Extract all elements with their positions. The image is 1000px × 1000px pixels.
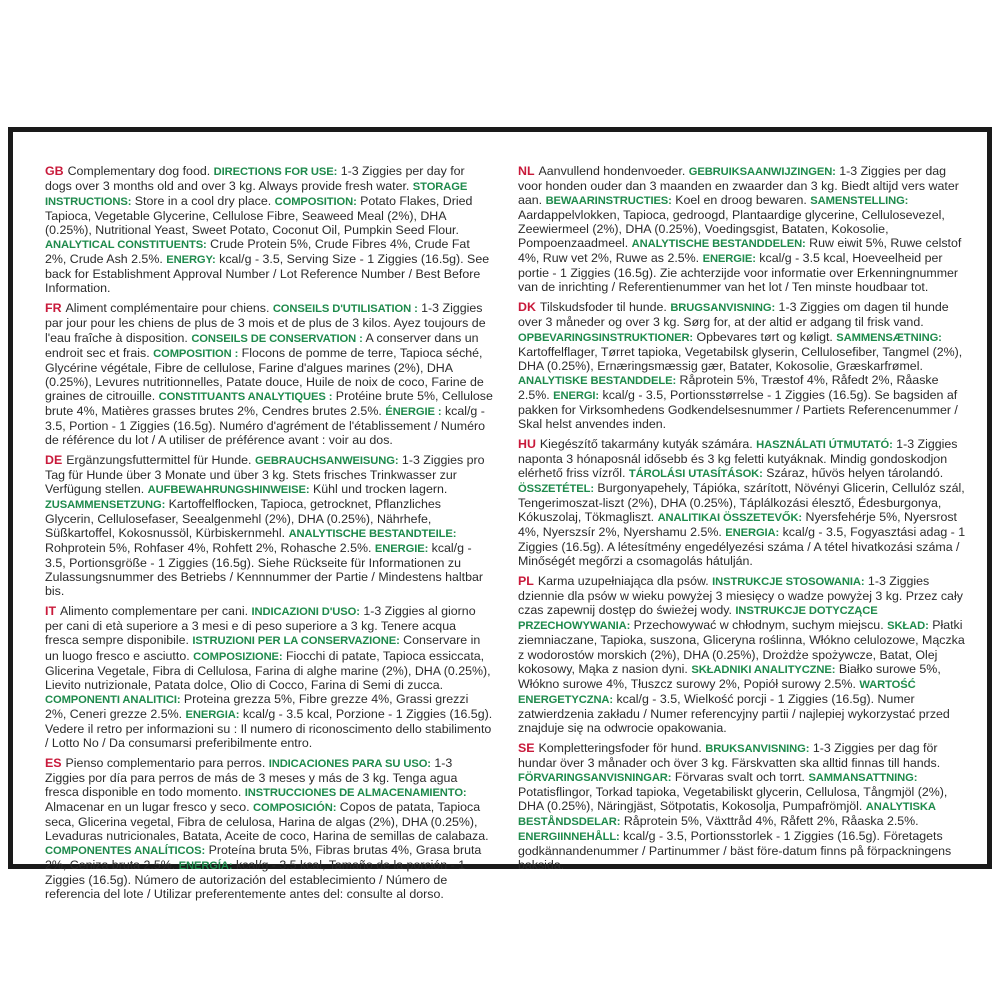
section-heading: ANALYTICAL CONSTITUENTS: [45, 239, 207, 252]
section-heading: ANALYTISCHE BESTANDDELEN: [631, 238, 806, 251]
language-code: DK [518, 300, 536, 315]
body-text: Aliment complémentaire pour chiens. [65, 301, 273, 316]
section-heading: SKŁAD: [887, 620, 929, 633]
body-text: Kompletteringsfoder för hund. [538, 740, 706, 755]
section-heading: CONSTITUANTS ANALYTIQUES : [158, 390, 333, 403]
section-heading: ANALYTISKA BESTÅNDSDELAR: [518, 800, 936, 829]
section-heading: ÖSSZETÉTEL: [518, 482, 594, 495]
lang-block-dk [518, 300, 966, 430]
section-heading: GEBRAUCHSANWEISUNG: [254, 454, 399, 467]
section-heading: ENERGY: [166, 254, 216, 267]
body-text: kcal/g - 3.5, Fogyasztási adag - 1 Ziggies (16.5g). A létesítmény engedélyezési száma / A tétel hivatkozási száma / Minőségét megőrzi a csomagolás hátulján. [518, 525, 966, 569]
language-code: FR [45, 301, 62, 316]
language-code: DE [45, 452, 63, 467]
language-code: SE [518, 740, 535, 755]
body-text: Potatisflingor, Torkad tapioka, Vegetabiliskt glycerin, Cellulosa, Tångmjöl (2%), DHA (0.25%), Näringjäst, Sötpotatis, Kokosolja, Pumpafrömjöl. [518, 784, 948, 813]
lang-block-nl [518, 164, 966, 294]
section-heading: INSTRUKCJE STOSOWANIA: [712, 576, 865, 589]
lang-block-es [45, 756, 493, 901]
body-text: Burgonyapehely, Tápióka, szárított, Növényi Glicerin, Cellulóz szál, Tengerimoszat-liszt (2%), DHA (0.25%), Táplálkozási élesztő, Édesburgonya, Kókuszolaj, Tökmagliszt. [518, 480, 965, 525]
section-heading: ANALYTISKE BESTANDDELE: [518, 374, 677, 387]
language-code: IT [45, 604, 57, 619]
section-heading: ZUSAMMENSETZUNG: [45, 499, 166, 512]
section-heading: FÖRVARINGSANVISNINGAR: [518, 771, 672, 784]
section-heading: GEBRUIKSAANWIJZINGEN: [688, 166, 836, 178]
section-heading: INSTRUKCJE DOTYCZĄCE PRZECHOWYWANIA: [518, 605, 878, 633]
lang-block-hu [518, 437, 966, 568]
body-text: Rohprotein 5%, Rohfaser 4%, Rohfett 2%, Rohasche 2.5%. [45, 541, 375, 556]
body-text: Store in a cool dry place. [131, 194, 275, 209]
section-heading: ÉNERGIE : [385, 405, 442, 418]
body-text: Proteina grezza 5%, Fibre grezze 4%, Grassi grezzi 2%, Ceneri grezze 2.5%. [45, 691, 469, 721]
body-text: Almacenar en un lugar fresco y seco. [45, 799, 253, 814]
section-heading: COMPOSITION : [153, 347, 239, 360]
section-heading: AUFBEWAHRUNGSHINWEISE: [147, 483, 310, 496]
lang-block-pl [518, 574, 966, 735]
body-text: 1-3 Ziggies dziennie dla psów w wieku powyżej 3 miesięcy o wadze powyżej 3 kg. Przez cały czas zapewnij dostęp do świeżej wody. [518, 574, 963, 618]
body-text: kcal/g - 3.5, Portionsstorlek - 1 Ziggies (16.5g). Företagets godkännandenummer / Partinummer / bäst före-datum finns på förpackningens baksida. [518, 829, 952, 873]
section-heading: SAMMANSATTNING: [808, 771, 918, 784]
section-heading: BRUGSANVISNING: [670, 302, 776, 315]
body-text: Przechowywać w chłodnym, suchym miejscu. [630, 618, 888, 633]
section-heading: INSTRUCCIONES DE ALMACENAMIENTO: [244, 786, 467, 799]
body-text: Proteína bruta 5%, Fibras brutas 4%, Grasa bruta 2%, Ceniza bruta 2.5%. [45, 843, 482, 873]
body-text: A conserver dans un endroit sec et frais. [45, 330, 479, 360]
body-text: 1-3 Ziggies par jour pour les chiens de plus de 3 mois et de plus de 3 kilos. Ayez toujours de l'eau fraîche à disposition. [45, 301, 486, 345]
section-heading: COMPOSICIÓN: [253, 801, 337, 814]
language-code: PL [518, 574, 534, 589]
section-heading: ENERGIA: [185, 708, 240, 721]
section-heading: ANALITIKAI ÖSSZETEVŐK: [657, 512, 803, 525]
body-text: Complementary dog food. [67, 164, 214, 178]
section-heading: ANALYTISCHE BESTANDTEILE: [288, 528, 457, 541]
body-text: Koel en droog bewaren. [671, 193, 811, 208]
language-code: NL [518, 164, 535, 178]
body-text: kcal/g - 3.5 kcal, Tamaño de la porción - 1 Ziggies (16.5g). Número de autorización del establecimiento / Número de referencia del lote / Utilizar preferentemente antes del: consulte al dorso. [45, 858, 466, 902]
body-text: kcal/g - 3.5, Portion - 1 Ziggies (16.5g). Numéro d'agrément de l'établissement / Numéro de référence du lot / A utiliser de préférence avant : voir au dos. [45, 403, 485, 447]
body-text: Potato Flakes, Dried Tapioca, Vegetable Glycerine, Cellulose Fibre, Seaweed Meal (2%), DHA (0.25%), Nutritional Yeast, Sweet Potato, Coconut Oil, Pumpkin Seed Flour. [45, 194, 473, 238]
section-heading: BRUKSANVISNING: [705, 742, 810, 755]
body-text: Kartoffelflocken, Tapioca, getrocknet, Pflanzliches Glycerin, Cellulosefaser, Seealgenmehl (2%), DHA (0.25%), Nährhefe, Süßkartoffel, Kokosnussöl, Kürbiskernmehl. [45, 497, 441, 541]
section-heading: COMPOSIZIONE: [193, 650, 283, 663]
body-text: Száraz, hűvös helyen tárolandó. [762, 465, 944, 480]
body-text: Kühl und trocken lagern. [309, 481, 448, 496]
body-text: Förvaras svalt och torrt. [671, 769, 809, 784]
section-heading: SAMMENSÆTNING: [836, 331, 942, 344]
section-heading: WARTOŚĆ ENERGETYCZNA: [518, 678, 916, 706]
right-column [518, 164, 966, 878]
section-heading: SKŁADNIKI ANALITYCZNE: [691, 663, 836, 676]
lang-block-se [518, 741, 966, 872]
body-text: Karma uzupełniająca dla psów. [537, 574, 713, 589]
body-text: Fiocchi di patate, Tapioca essiccata, Glicerina Vegetale, Fibra di Cellulosa, Farina di alghe marine (2%), DHA (0.25%), Lievito nutrizionale, Patata dolce, Olio di Cocco, Farina di Semi di zucca. [45, 648, 491, 692]
body-text: kcal/g - 3.5 kcal, Porzione - 1 Ziggies (16.5g). Vedere il retro per informazioni su : Il numero di riconoscimento dello stabilimento / Lotto No / Da consumarsi preferibilmente entro. [45, 706, 493, 750]
section-heading: HASZNÁLATI ÚTMUTATÓ: [756, 438, 893, 451]
section-heading: ISTRUZIONI PER LA CONSERVAZIONE: [192, 635, 400, 648]
section-heading: SAMENSTELLING: [810, 195, 909, 208]
body-text: Tilskudsfoder til hunde. [539, 300, 671, 315]
body-text: 1-3 Ziggies pro Tag für Hunde über 3 Monate und über 3 kg. Stets frisches Trinkwasser zur Verfügung stellen. [45, 452, 485, 496]
body-text: 1-3 Ziggies per day for dogs over 3 months old and over 3 kg. Always provide fresh water. [45, 164, 465, 194]
body-text: Flocons de pomme de terre, Tapioca séché, Glycérine végétale, Fibre de cellulose, Farine d'algues marines (2%), DHA (0.25%), Levures nutritionnelles, Patate douce, Huile de noix de coco, Farine de graines de citrouille. [45, 345, 484, 403]
section-heading: COMPONENTES ANALÍTICOS: [45, 845, 206, 858]
lang-block-fr [45, 301, 493, 446]
section-heading: STORAGE INSTRUCTIONS: [45, 181, 468, 209]
language-code: GB [45, 164, 64, 178]
body-text: Nyersfehérje 5%, Nyersrost 4%, Nyerszsír 2%, Nyershamu 2.5%. [518, 510, 957, 540]
section-heading: CONSEILS D'UTILISATION : [272, 303, 418, 316]
body-text: Opbevares tørt og køligt. [693, 329, 837, 344]
section-heading: ENERGIE: [702, 253, 756, 266]
body-text: Pienso complementario para perros. [65, 755, 269, 770]
section-heading: COMPOSITION: [274, 196, 357, 209]
body-text: Ergänzungsfuttermittel für Hunde. [66, 452, 255, 467]
section-heading: ENERGIINNEHÅLL: [518, 831, 620, 844]
body-text: kcal/g - 3.5 kcal, Hoeveelheid per portie - 1 Ziggies (16.5g). Zie achterzijde voor informatie over Erkenningnummer van de inrichting / Referentienummer van het lot / Ten minste houdbaar tot. [518, 251, 959, 295]
lang-block-de [45, 453, 493, 598]
left-column [45, 164, 493, 907]
label-panel [8, 127, 992, 902]
section-heading: COMPONENTI ANALITICI: [45, 693, 181, 706]
body-text: 1-3 Ziggies por día para perros de más de 3 meses y más de 3 kg. Tenga agua fresca disponible en todo momento. [45, 755, 458, 799]
section-heading: ENERGIE: [374, 543, 429, 556]
body-text: Råprotein 5%, Växttråd 4%, Råfett 2%, Råaska 2.5%. [620, 814, 919, 829]
lang-block-it [45, 604, 493, 749]
body-text: Råprotein 5%, Træstof 4%, Råfedt 2%, Råaske 2.5%. [518, 372, 939, 402]
body-text: 1-3 Ziggies al giorno per cani di età superiore a 3 mesi e di peso superiore a 3 kg. Tenere acqua fresca sempre disponibile. [45, 604, 476, 648]
section-heading: INDICACIONES PARA SU USO: [268, 757, 431, 770]
body-text: kcal/g - 3.5, Portionsstørrelse - 1 Ziggies (16.5g). Se bagsiden af pakken for Virksomhedens Godkendelsesnummer / Partiets Referencenummer / Skal helst anvendes inden. [518, 387, 958, 431]
body-text: Białko surowe 5%, Włókno surowe 4%, Tłuszcz surowy 2%, Popiół surowy 2.5%. [518, 661, 941, 691]
section-heading: CONSEILS DE CONSERVATION : [191, 332, 363, 345]
body-text: Protéine brute 5%, Cellulose brute 4%, Matières grasses brutes 2%, Cendres brutes 2.5%. [45, 388, 493, 418]
body-text: Copos de patata, Tapioca seca, Glicerina vegetal, Fibra de celulosa, Harina de algas (2%), DHA (0.25%), Levaduras nutricionales, Batata, Aceite de coco, Harina de semillas de calabaza. [45, 799, 489, 844]
section-heading: INDICAZIONI D'USO: [251, 606, 360, 619]
section-heading: TÁROLÁSI UTASÍTÁSOK: [628, 467, 763, 480]
body-text: 1-3 Ziggies om dagen til hunde over 3 måneder og over 3 kg. Sørg for, at der altid er adgang til frisk vand. [518, 300, 949, 330]
section-heading: OPBEVARINGSINSTRUKTIONER: [518, 331, 694, 344]
body-text: 1-3 Ziggies per dag för hundar över 3 månader och över 3 kg. Färskvatten ska alltid finnas till hands. [518, 740, 941, 770]
body-text: Kiegészítő takarmány kutyák számára. [539, 436, 757, 451]
body-text: 1-3 Ziggies naponta 3 hónaposnál idősebb és 3 kg feletti kutyáknak. Mindig gondoskodjon elérhető friss vízről. [518, 436, 958, 480]
body-text: kcal/g - 3.5, Serving Size - 1 Ziggies (16.5g). See back for Establishment Approval Number / Lot Reference Number / Best Before Information. [45, 252, 490, 296]
body-text: Aanvullend hondenvoeder. [538, 164, 689, 178]
section-heading: ENERGI: [553, 389, 600, 402]
body-text: Conservare in un luogo fresco e asciutto. [45, 633, 481, 663]
body-text: Aardappelvlokken, Tapioca, gedroogd, Plantaardige glycerine, Cellulosevezel, Zeewiermeel (2%), DHA (0.25%), Voedingsgist, Bataten, Kokosolie, Pompoenzaadmeel. [518, 208, 945, 251]
section-heading: ENERGIA: [725, 527, 780, 540]
body-text: Ruw eiwit 5%, Ruwe celstof 4%, Ruw vet 2%, Ruwe as 2.5%. [518, 236, 962, 266]
body-text: Alimento complementare per cani. [60, 604, 252, 619]
body-text: Crude Protein 5%, Crude Fibres 4%, Crude Fat 2%, Crude Ash 2.5%. [45, 237, 470, 267]
language-code: HU [518, 436, 536, 451]
body-text: 1-3 Ziggies per dag voor honden ouder dan 3 maanden en zwaarder dan 3 kg. Biedt altijd vers water aan. [518, 164, 959, 208]
body-text: Kartoffelflager, Tørret tapioka, Vegetabilsk glyserin, Cellulosefiber, Tangmel (2%), DHA (0.25%), Ernæringsmæssig gær, Batater, Kokosolie, Græskarfrømel. [518, 344, 963, 373]
section-heading: ENERGÍA: [178, 860, 233, 873]
section-heading: BEWAARINSTRUCTIES: [545, 195, 672, 208]
body-text: kcal/g - 3.5, Portionsgröße - 1 Ziggies (16.5g). Siehe Rückseite für Informationen zu Zulassungsnummer des Betriebs / Kennnummer der Partie / Mindestens haltbar bis. [45, 541, 484, 599]
lang-block-gb [45, 164, 493, 295]
body-text: kcal/g - 3.5, Wielkość porcji - 1 Ziggies (16.5g). Numer zatwierdzenia zakładu / Numer referencyjny partii / najlepiej wykorzystać przed znajduje się na odwrocie opakowania. [518, 691, 950, 735]
language-code: ES [45, 755, 62, 770]
section-heading: DIRECTIONS FOR USE: [213, 166, 338, 178]
body-text: Płatki ziemniaczane, Tapioka, suszona, Gliceryna roślinna, Włókno celulozowe, Mączka z wodorostów morskich (2%), DHA (0.25%), Drożdże spożywcze, Batat, Olej kokosowy, Mąka z nasion dyni. [518, 618, 965, 676]
